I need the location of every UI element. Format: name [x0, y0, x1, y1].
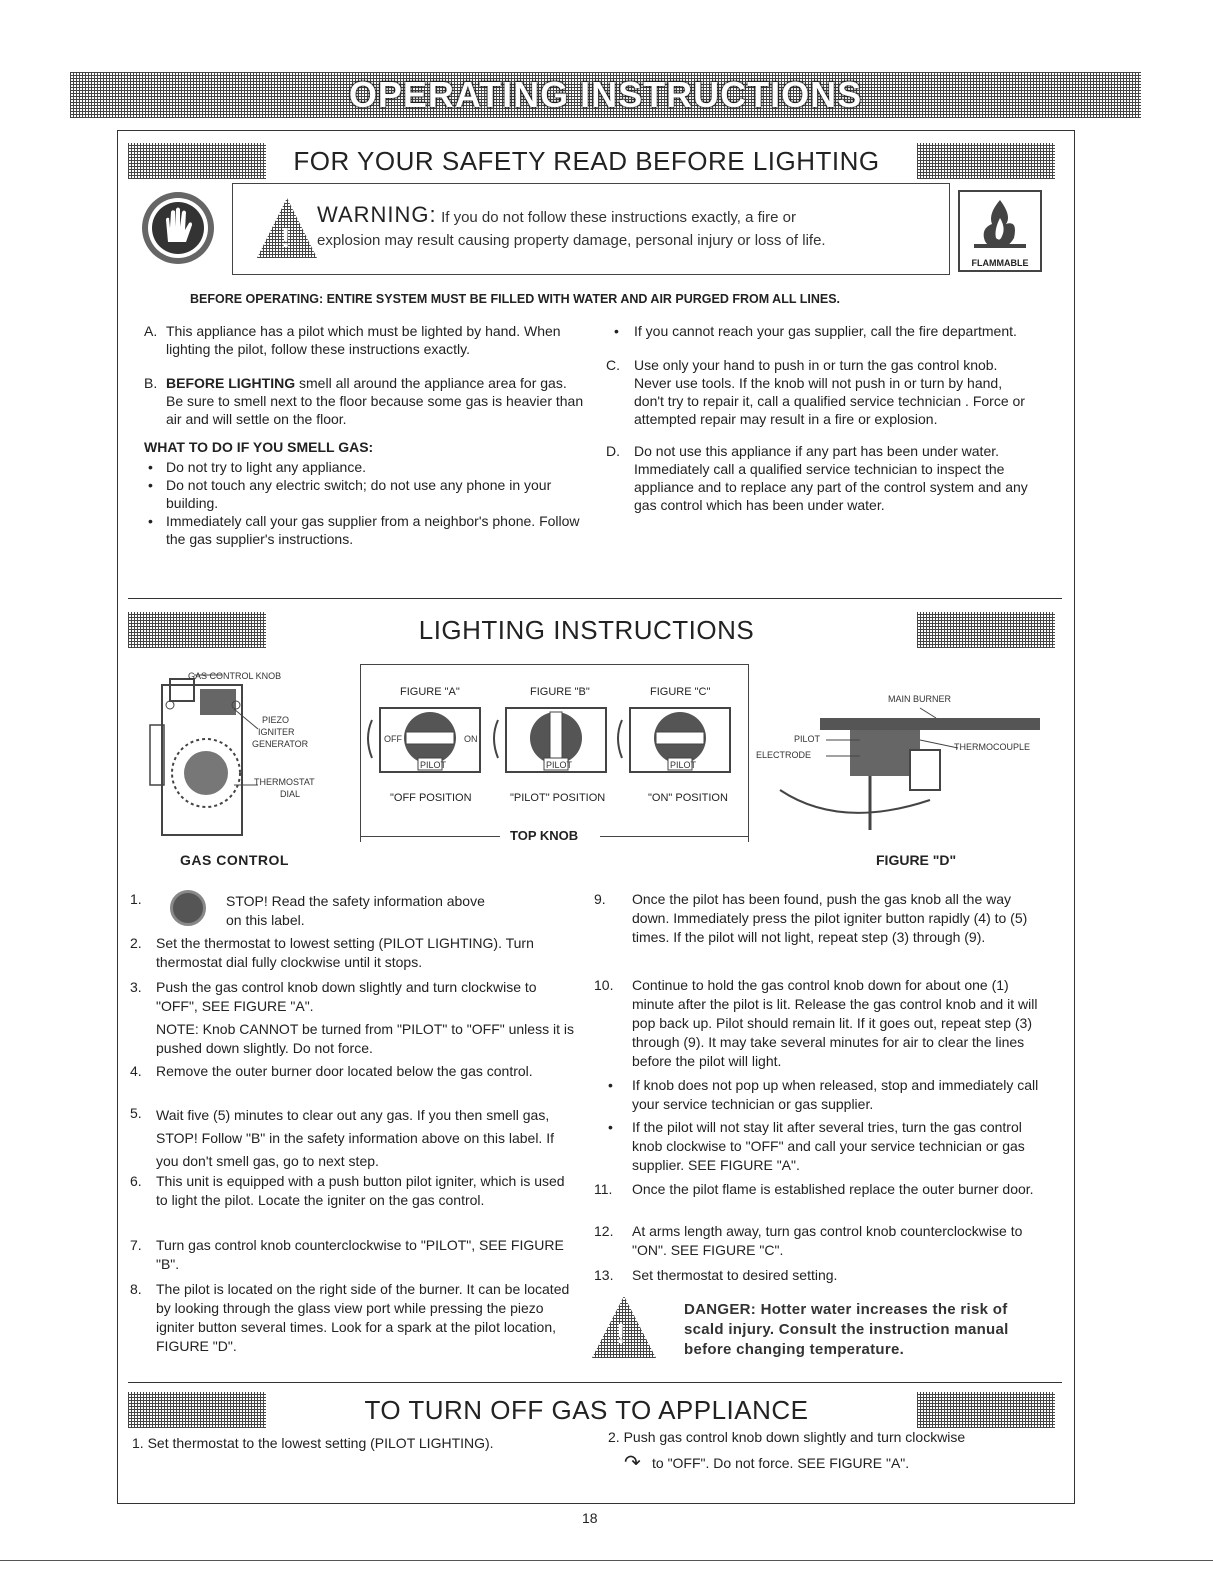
stop-hand-icon [140, 190, 216, 266]
knob-a-on: ON [464, 734, 478, 744]
step-11-text: Once the pilot flame is established replace the outer burner door. [632, 1181, 1034, 1197]
step-9-number: 9. [594, 891, 606, 907]
knob-c-pilot: PILOT [670, 760, 697, 770]
step-4-text: Remove the outer burner door located below the gas control. [156, 1063, 533, 1079]
top-banner [70, 72, 1141, 118]
smell-bullet-3: Immediately call your gas supplier from a neighbor's phone. Follow the gas supplier's instructions. [166, 513, 580, 547]
thermocouple-label: THERMOCOUPLE [954, 742, 1031, 752]
step-2-number: 2. [130, 935, 142, 951]
page-title: OPERATING INSTRUCTIONS [348, 74, 863, 115]
step-10-bullet-2: • [608, 1119, 613, 1135]
smell-gas-heading: WHAT TO DO IF YOU SMELL GAS: [144, 439, 374, 455]
item-c-text: Use only your hand to push in or turn the gas control knob. Never use tools. If the knob will not push in or turn by hand, don't try to repair it, call a qualified service technician . Force or attempted repair may result in a fire or explosion. [634, 357, 1025, 427]
before-operating-note: BEFORE OPERATING: ENTIRE SYSTEM MUST BE FILLED WITH WATER AND AIR PURGED FROM ALL LINES. [190, 292, 840, 306]
step-10-bullet-2-text: If the pilot will not stay lit after several tries, turn the gas control knob clockwise to "OFF" and call your service technician or gas supplier. SEE FIGURE "A". [632, 1119, 1025, 1173]
warning-box [232, 183, 950, 275]
item-b-letter: B. [144, 375, 158, 391]
piezo-label: PIEZO [262, 715, 290, 725]
step-4-number: 4. [130, 1063, 142, 1079]
smell-bullet-4: If you cannot reach your gas supplier, call the fire department. [634, 323, 1017, 339]
step-1-text: STOP! Read the safety information above on this label. [226, 893, 485, 928]
figure-d-caption: FIGURE "D" [876, 852, 957, 868]
step-11-number: 11. [594, 1181, 613, 1197]
item-b-bold: BEFORE LIGHTING [166, 375, 296, 391]
step-7-text: Turn gas control knob counterclockwise to "PILOT", SEE FIGURE "B". [156, 1237, 564, 1272]
step-1-number: 1. [130, 891, 142, 907]
warning-heading: WARNING: [317, 202, 437, 227]
danger-exclamation-icon: ! [616, 1318, 626, 1349]
item-b-text: smell all around the appliance area for gas. Be sure to smell next to the floor because some gas is heavier than air and will settle on the floor. [166, 375, 584, 427]
step-2-text: Set the thermostat to lowest setting (PILOT LIGHTING). Turn thermostat dial fully clockwise until it stops. [156, 935, 534, 970]
safety-title: FOR YOUR SAFETY READ BEFORE LIGHTING [293, 146, 880, 176]
step-6-text: This unit is equipped with a push button pilot igniter, which is used to light the pilot. Locate the igniter on the gas control. [156, 1173, 565, 1208]
flammable-icon [958, 190, 1042, 272]
turnoff-step-2-text-b: to "OFF". Do not force. SEE FIGURE "A". [652, 1455, 910, 1471]
electrode-label: ELECTRODE [756, 750, 812, 760]
thermostat-label: THERMOSTAT [254, 777, 315, 787]
step-6-number: 6. [130, 1173, 142, 1189]
danger-text: DANGER: Hotter water increases the risk of scald injury. Consult the instruction manual before changing temperature. [684, 1301, 1009, 1358]
igniter-label: IGNITER [258, 727, 295, 737]
step-12-number: 12. [594, 1223, 614, 1239]
item-d-letter: D. [606, 443, 620, 459]
flammable-label: FLAMMABLE [971, 258, 1029, 268]
burner-diagram [756, 680, 1060, 840]
gas-control-knob-label: GAS CONTROL KNOB [188, 671, 282, 681]
step-3-text: Push the gas control knob down slightly and turn clockwise to "OFF", SEE FIGURE "A". [156, 979, 537, 1014]
lighting-title: LIGHTING INSTRUCTIONS [418, 615, 755, 645]
pilot-label: PILOT [794, 734, 821, 744]
step-3-note: NOTE: Knob CANNOT be turned from "PILOT" to "OFF" unless it is pushed down slightly. Do not force. [156, 1021, 574, 1056]
gas-control-diagram [140, 665, 360, 845]
item-c-letter: C. [606, 357, 620, 373]
stop-hand-icon [170, 890, 206, 926]
turnoff-step-2-text-a: Push gas control knob down slightly and turn clockwise [623, 1429, 966, 1445]
step-10-number: 10. [594, 977, 614, 993]
bottom-rule [0, 1560, 1213, 1561]
item-a-letter: A. [144, 323, 158, 339]
figure-b-label: FIGURE "B" [530, 686, 590, 698]
step-9-text: Once the pilot has been found, push the gas knob all the way down. Immediately press the pilot igniter button rapidly (4) to (5) times. If the pilot will not light, repeat step (3) through (9). [632, 891, 1028, 945]
step-10-text: Continue to hold the gas control knob down for about one (1) minute after the pilot is lit. Release the gas control knob and it will pop back up. Pilot should remain lit. If it goes out, repeat step (3) through (9). It may take several minutes for air to clear the lines before the pilot will light. [632, 977, 1038, 1069]
item-a-text: This appliance has a pilot which must be lighted by hand. When lighting the pilot, follow these instructions exactly. [166, 323, 561, 357]
step-10-bullet-1-text: If knob does not pop up when released, stop and immediately call your service technician or gas supplier. [632, 1077, 1039, 1112]
generator-label: GENERATOR [252, 739, 309, 749]
exclamation-icon: ! [281, 222, 291, 253]
dial-label: DIAL [280, 789, 301, 799]
clockwise-arrow-icon: ↷ [624, 1452, 641, 1474]
figure-a-label: FIGURE "A" [400, 686, 460, 698]
main-burner-label: MAIN BURNER [888, 694, 952, 704]
figure-c-label: FIGURE "C" [650, 686, 711, 698]
step-7-number: 7. [130, 1237, 142, 1253]
lighting-header [128, 612, 1045, 648]
step-3-number: 3. [130, 979, 142, 995]
knob-a-off: OFF [384, 734, 402, 744]
knob-a-pilot: PILOT [420, 760, 447, 770]
step-8-text: The pilot is located on the right side of the burner. It can be located by looking through the glass view port while pressing the piezo igniter button several times. Look for a spark at the pilot location, FIGURE "D". [156, 1281, 570, 1354]
smell-bullet-2: Do not touch any electric switch; do not use any phone in your building. [166, 477, 552, 511]
page-number: 18 [582, 1510, 598, 1526]
gas-control-caption: GAS CONTROL [180, 852, 289, 868]
step-5-text: Wait five (5) minutes to clear out any gas. If you then smell gas, STOP! Follow "B" in the safety information above on this label. If you don't smell gas, go to next step. [156, 1107, 554, 1169]
step-13-text: Set thermostat to desired setting. [632, 1267, 838, 1283]
figure-c-position: "ON" POSITION [648, 792, 728, 804]
smell-bullet-1: Do not try to light any appliance. [166, 459, 367, 475]
knob-icons [360, 704, 748, 784]
turnoff-step-2-number: 2. [608, 1429, 620, 1445]
turnoff-header [128, 1392, 1045, 1428]
step-12-text: At arms length away, turn gas control knob counterclockwise to "ON". SEE FIGURE "C". [632, 1223, 1023, 1258]
lighting-divider [128, 1382, 1062, 1383]
turnoff-step-1-number: 1. [132, 1435, 144, 1451]
step-10-bullet-1: • [608, 1077, 613, 1093]
top-knob-caption: TOP KNOB [510, 828, 579, 843]
turnoff-title: TO TURN OFF GAS TO APPLIANCE [364, 1395, 809, 1425]
warning-text-2: explosion may result causing property damage, personal injury or loss of life. [317, 232, 826, 249]
knob-b-pilot: PILOT [546, 760, 573, 770]
top-knob-figures [360, 664, 750, 844]
safety-divider [128, 598, 1062, 599]
turnoff-step-1-text: Set thermostat to the lowest setting (PILOT LIGHTING). [147, 1435, 494, 1451]
step-5-number: 5. [130, 1105, 142, 1121]
safety-header [128, 143, 1045, 179]
warning-text-1: If you do not follow these instructions exactly, a fire or [441, 209, 796, 226]
step-13-number: 13. [594, 1267, 614, 1283]
figure-b-position: "PILOT" POSITION [510, 792, 606, 804]
figure-a-position: "OFF POSITION [390, 792, 472, 804]
step-8-number: 8. [130, 1281, 142, 1297]
item-d-text: Do not use this appliance if any part has been under water. Immediately call a qualified service technician to inspect the appliance and to replace any part of the control system and any gas control which has been under water. [634, 443, 1028, 513]
